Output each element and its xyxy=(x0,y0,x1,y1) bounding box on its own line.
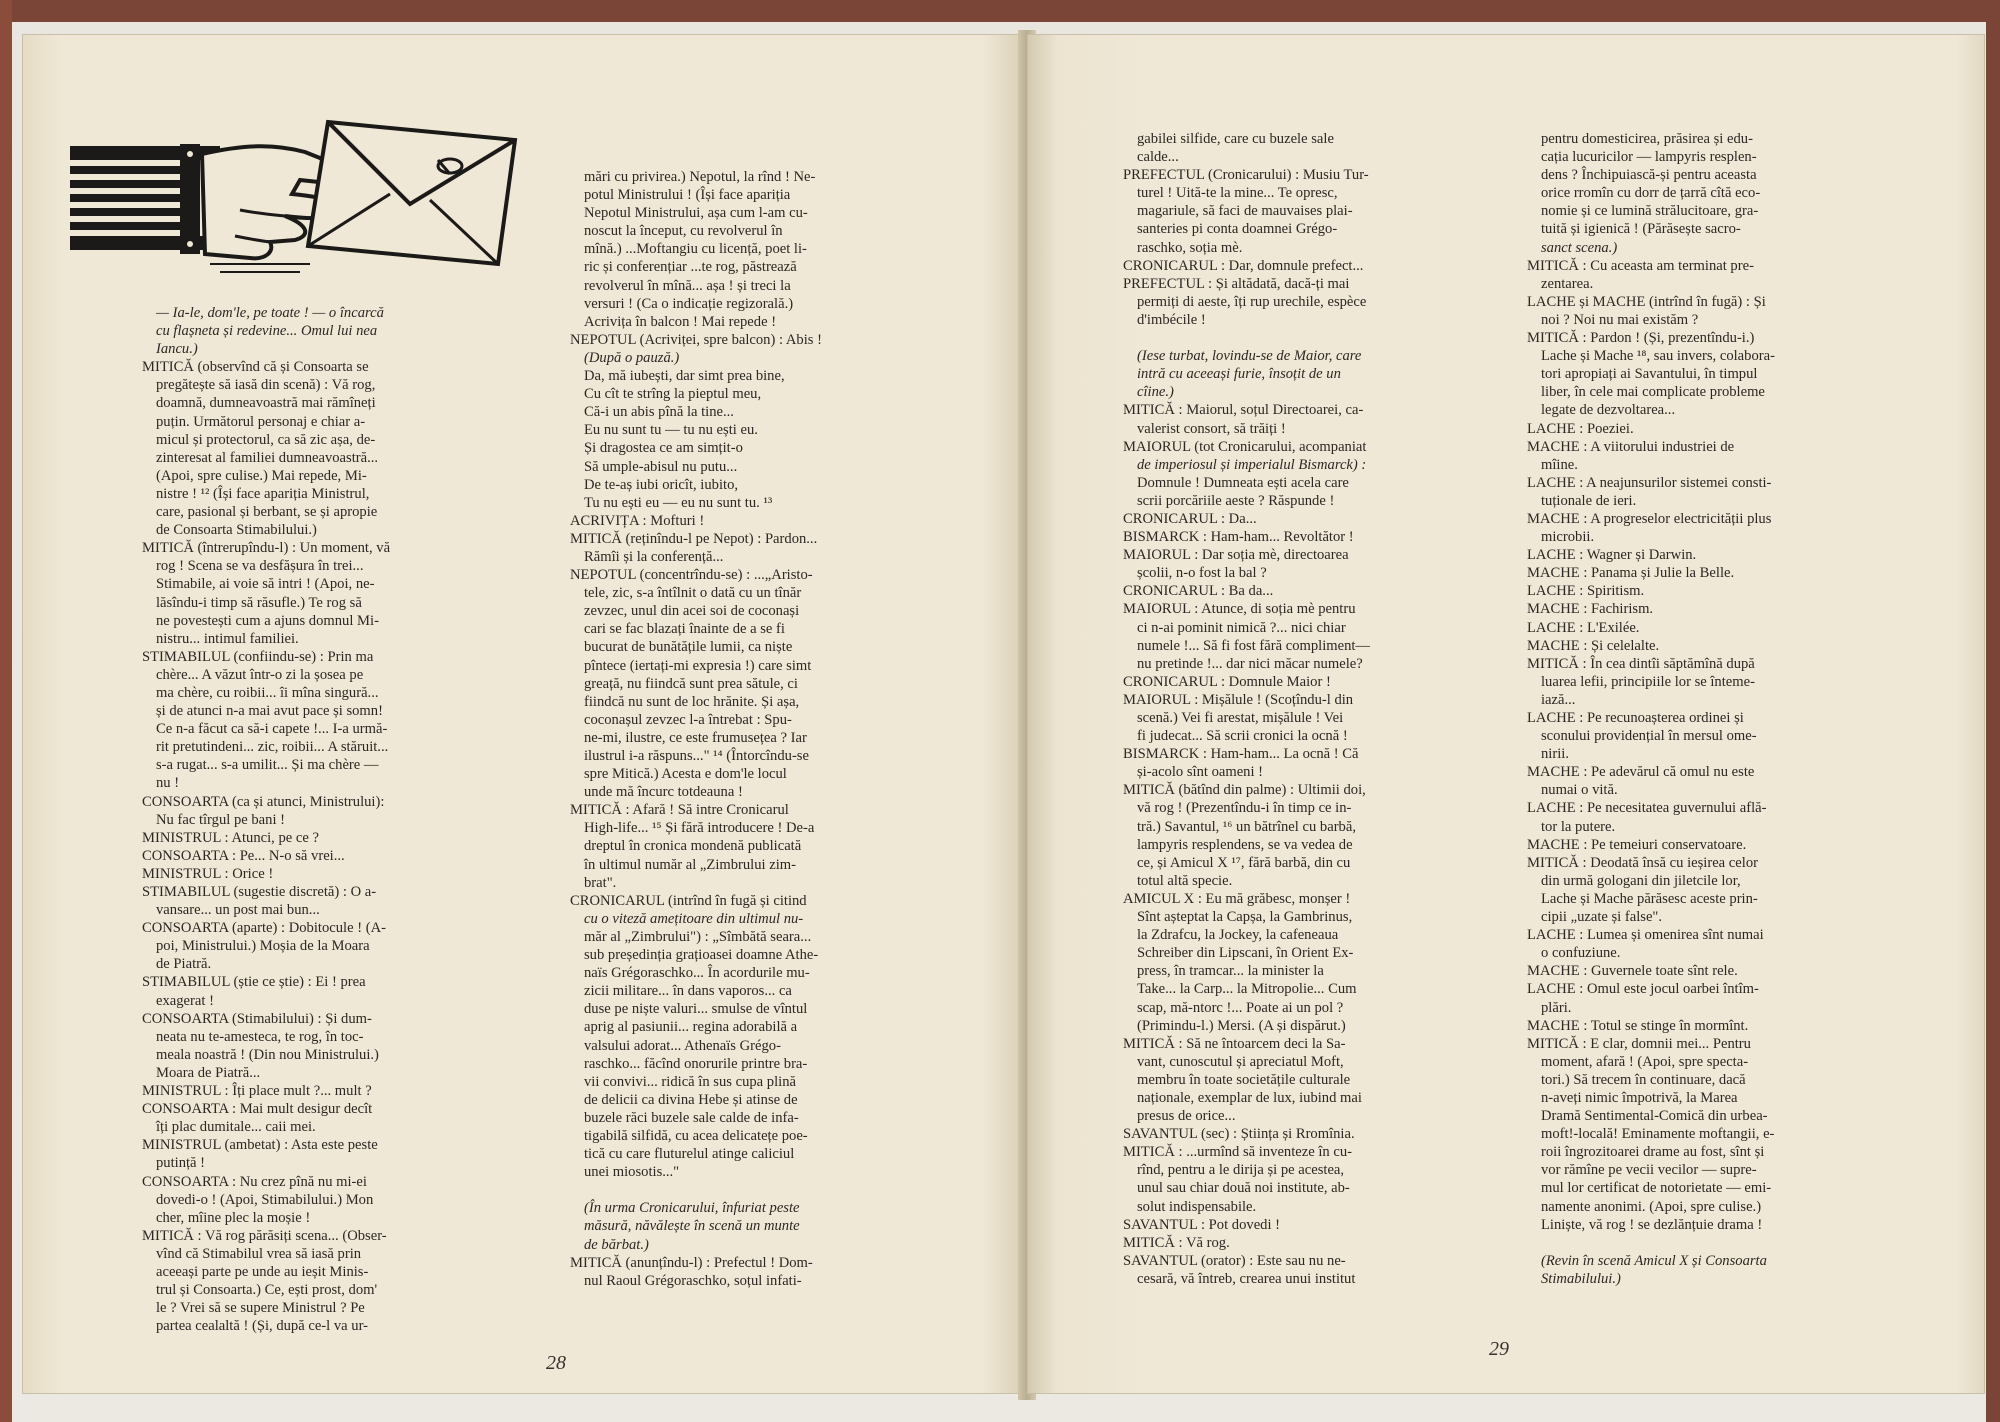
text-line: scap, mă-ntorc !... Poate ai un pol ? xyxy=(1137,999,1344,1016)
text-line: și de atunci n-a mai avut pace și somn! xyxy=(156,703,383,720)
text-line: Eu nu sunt tu — tu nu ești eu. xyxy=(584,422,758,439)
text-line: vii convivi... ridică în sus cupa plină xyxy=(584,1073,796,1090)
text-line: mîine. xyxy=(1541,456,1578,473)
text-line: scenă.) Vei fi arestat, mișălule ! Vei xyxy=(1137,710,1344,726)
text-line: Schreiber din Lipscani, în Orient Ex- xyxy=(1137,945,1354,962)
text-line: (Primindu-l.) Mersi. (A și dispărut.) xyxy=(1137,1017,1346,1034)
text-line: mînă.) ...Moftangiu cu licență, poet li- xyxy=(584,241,807,258)
text-line: trul și Consoarta.) Ce, ești prost, dom' xyxy=(156,1282,378,1299)
text-line: namente anonimi. (Apoi, spre culise.) xyxy=(1541,1198,1762,1215)
text-line: versuri ! (Ca o indicație regizorală.) xyxy=(584,295,794,312)
text-line: MACHE : Fachirism. xyxy=(1527,601,1654,618)
text-line: Dramă Sentimental-Comică din urbea- xyxy=(1541,1108,1768,1125)
text-line: mul lor certificat de notorietate — emi- xyxy=(1541,1180,1772,1197)
text-line: Acrivița în balcon ! Mai repede ! xyxy=(584,313,777,330)
text-line: MACHE : A progreselor electricității plus xyxy=(1527,510,1772,527)
text-line: MITICĂ : Vă rog. xyxy=(1123,1234,1230,1251)
text-line: BISMARCK : Ham-ham... Revoltător ! xyxy=(1123,529,1354,546)
text-line: tră.) Savantul, ¹⁶ un bătrînel cu barbă, xyxy=(1137,818,1356,835)
text-line: vant, cunoscutul și apreciatul Moft, xyxy=(1137,1053,1344,1070)
text-line: d'imbécile ! xyxy=(1137,311,1206,328)
text-line: SAVANTUL (sec) : Știința și Rromînia. xyxy=(1123,1126,1355,1143)
text-line: tele, zic, s-a întîlnit o dată cu un tînăr xyxy=(584,585,802,602)
text-line: și-acolo sînt oameni ! xyxy=(1137,764,1264,781)
text-line: nistru... intimul familiei. xyxy=(156,630,299,647)
text-line xyxy=(1123,329,1370,347)
hatching xyxy=(210,264,310,272)
text-line: n-aveți nimic împotrivă, la Marea xyxy=(1541,1089,1738,1106)
text-line: vă rog ! (Prezentîndu-i în timp ce in- xyxy=(1137,800,1352,817)
text-line: Nepotul Ministrului, așa cum l-am cu- xyxy=(584,205,808,222)
text-line: dreptul în cronica mondenă publicată xyxy=(584,838,802,855)
text-line: STIMABILUL (sugestie discretă) : O a- xyxy=(142,884,377,900)
text-line xyxy=(570,1181,822,1199)
text-line: rog ! Scena se va desfășura în trei... xyxy=(156,558,364,575)
text-line: tigabilă silfidă, cu acea delicatețe poe- xyxy=(584,1127,808,1144)
text-line: tuționale de ieri. xyxy=(1541,492,1637,509)
text-line: chère... A văzut într-o zi la șosea pe xyxy=(156,666,364,683)
text-line: ma chère, cu roibii... îi mîna singură... xyxy=(156,684,379,701)
text-line: BISMARCK : Ham-ham... La ocnă ! Că xyxy=(1123,746,1359,763)
text-line: Stimabile, ai voie să intri ! (Apoi, ne- xyxy=(156,576,375,593)
text-line: le ? Vrei să se supere Ministrul ? Pe xyxy=(156,1300,365,1317)
text-line: cipii „uzate și false". xyxy=(1541,909,1663,926)
text-line: calde... xyxy=(1137,149,1179,166)
text-line: MITICĂ : Afară ! Să intre Cronicarul xyxy=(570,802,789,819)
text-line: revolverul în mînă... așa ! și treci la xyxy=(584,277,791,294)
text-line: LACHE și MACHE (intrînd în fugă) : Și xyxy=(1527,293,1766,310)
text-line: MITICĂ : Deodată însă cu ieșirea celor xyxy=(1527,854,1758,871)
text-line: STIMABILUL (confiindu-se) : Prin ma xyxy=(142,648,374,665)
text-line: presus de orice... xyxy=(1137,1108,1236,1125)
text-line: potul Ministrului ! (Își face apariția xyxy=(584,187,791,204)
text-line: LACHE : Omul este jocul oarbei întîm- xyxy=(1527,981,1759,998)
text-line: din urmă gologani din jiletcile lor, xyxy=(1541,872,1741,889)
text-line: MITICĂ (observînd că și Consoarta se xyxy=(142,359,369,376)
text-line: liber, în cele mai complicate probleme xyxy=(1541,384,1765,401)
text-line: (În urma Cronicarului, înfuriat peste xyxy=(584,1200,800,1217)
text-line: CRONICARUL : Da... xyxy=(1123,510,1257,527)
text-line: ACRIVIȚA : Mofturi ! xyxy=(570,512,705,529)
text-line: meala noastră ! (Din nou Ministrului.) xyxy=(156,1046,379,1063)
text-line: zevzec, unul din acei soi de coconași xyxy=(584,603,800,620)
text-line: MAIORUL : Atunce, di soția mè pentru xyxy=(1123,601,1356,618)
text-line: pentru domesticirea, prăsirea și edu- xyxy=(1541,131,1753,147)
text-line: valsului adorat... Athenaïs Grégo- xyxy=(584,1037,781,1054)
text-line: SAVANTUL (orator) : Este sau nu ne- xyxy=(1123,1252,1346,1269)
text-line: MINISTRUL : Îți place mult ?... mult ? xyxy=(142,1083,372,1100)
text-line: MACHE : Și celelalte. xyxy=(1527,637,1660,654)
text-line: MITICĂ : Maiorul, soțul Directoarei, ca- xyxy=(1123,402,1364,419)
text-line: turel ! Uită-te la mine... Te opresc, xyxy=(1137,185,1338,202)
text-line: de bărbat.) xyxy=(584,1236,649,1253)
text-line: STIMABILUL (știe ce știe) : Ei ! prea xyxy=(142,974,366,991)
text-line: naționale, exemplar de lux, iubind mai xyxy=(1137,1089,1362,1106)
page-number: 29 xyxy=(1489,1338,1509,1360)
text-line: totul altă specie. xyxy=(1137,872,1233,889)
text-line: MACHE : Totul se stinge în mormînt. xyxy=(1527,1017,1749,1034)
text-line: la Zdrafcu, la Jockey, la cafeneaua xyxy=(1137,927,1339,944)
text-line: MITICĂ : Pardon ! (Și, prezentîndu-i.) xyxy=(1527,330,1755,347)
text-line: Rămîi și la conferență... xyxy=(584,548,724,565)
text-line: Domnule ! Dumneata ești acela care xyxy=(1137,474,1349,491)
text-line: Nu fac tîrgul pe bani ! xyxy=(156,811,286,828)
text-line: brat". xyxy=(584,874,617,891)
text-line: cari se fac blazați înainte de a se fi xyxy=(584,621,785,638)
text-line: nul Raoul Grégoraschko, soțul infati- xyxy=(584,1272,802,1289)
text-line: puțin. Următorul personaj e chiar a- xyxy=(156,413,366,430)
text-line: raschko... făcînd onorurile printre bra- xyxy=(584,1055,808,1072)
text-line: Cu cît te strîng la pieptul meu, xyxy=(584,386,762,403)
envelope-icon xyxy=(308,122,515,264)
text-line: neata nu te-amesteca, te rog, în toc- xyxy=(156,1028,364,1045)
text-line: de Consoarta Stimabilului.) xyxy=(156,522,317,539)
text-line: Take... la Carp... la Mitropolie... Cum xyxy=(1137,981,1357,998)
text-line: aceeași parte pe unde au ieșit Minis- xyxy=(156,1263,369,1280)
text-line: (Revin în scenă Amicul X și Consoarta xyxy=(1541,1252,1767,1269)
text-line: ne-mi, ilustre, ce este frumusețea ? Iar xyxy=(584,729,807,746)
text-line: putință ! xyxy=(156,1155,206,1172)
page-number: 28 xyxy=(546,1352,566,1374)
text-line: roii îngrozitoarei drame au fost, sînt și xyxy=(1541,1144,1765,1161)
text-line: LACHE : Pe necesitatea guvernului află- xyxy=(1527,800,1767,817)
text-line: îți plac dumitale... caii mei. xyxy=(156,1119,316,1136)
text-line: MITICĂ (reținîndu-l pe Nepot) : Pardon... xyxy=(570,530,818,547)
text-line: NEPOTUL (Acriviței, spre balcon) : Abis ! xyxy=(570,331,822,348)
right-page xyxy=(1027,34,1985,1394)
text-line: LACHE : Spiritism. xyxy=(1527,583,1645,600)
text-line: scrii porcăriile aeste ? Răspunde ! xyxy=(1137,492,1335,509)
text-line: zicii militare... în dans vaporos... ca xyxy=(584,983,792,1000)
text-line: Liniște, vă rog ! se dezlănțuie drama ! xyxy=(1541,1216,1763,1233)
text-line: (Apoi, spre culise.) Mai repede, Mi- xyxy=(156,467,367,484)
text-line: Iancu.) xyxy=(156,341,198,358)
text-line: lampyris resplendens, se va vedea de xyxy=(1137,836,1353,853)
text-line: MITICĂ : În cea dintîi săptămînă după xyxy=(1527,655,1755,672)
text-line: ci n-ai pominit nimică ?... nici chiar xyxy=(1137,619,1346,636)
text-line: legate de dezvoltarea... xyxy=(1541,402,1676,419)
text-line: noi ? Noi nu mai existăm ? xyxy=(1541,311,1699,328)
text-line: care, pasional și berbant, se și apropie xyxy=(156,504,378,521)
text-line: moft!-locală! Eminamente moftangii, e- xyxy=(1541,1126,1775,1143)
text-line: nomie și ce lumină strălucitoare, gra- xyxy=(1541,203,1759,220)
text-line: în ultimul număr al „Zimbrului zim- xyxy=(584,856,796,873)
text-line: (După o pauză.) xyxy=(584,349,680,366)
text-line: mări cu privirea.) Nepotul, la rînd ! Ne- xyxy=(584,169,816,185)
text-line: CRONICARUL (intrînd în fugă și citind xyxy=(570,892,807,909)
text-line: raschko, soția mè. xyxy=(1137,239,1243,256)
text-line: partea cealaltă ! (Și, după ce-l va ur- xyxy=(156,1318,369,1335)
text-line: noscut la început, cu revolverul în xyxy=(584,223,783,240)
text-line: rit pretutindeni... zic, roibii... A stăruit... xyxy=(156,739,389,756)
text-line: MAIORUL : Mișălule ! (Scoțîndu-l din xyxy=(1123,691,1354,708)
text-line: High-life... ¹⁵ Și fără introducere ! De-a xyxy=(584,820,815,837)
text-line: ric și conferențiar ...te rog, păstrează xyxy=(584,259,797,276)
text-line: LACHE : A neajunsurilor sistemei consti- xyxy=(1527,474,1772,491)
text-line: Să umple-abisul nu putu... xyxy=(584,458,738,475)
text-line: Moara de Piatră... xyxy=(156,1064,261,1081)
text-line: luarea lefii, principiile lor se înteme- xyxy=(1541,673,1755,690)
text-line: vor rămîne pe vecii vecilor — supre- xyxy=(1541,1162,1757,1179)
text-line: dens ? Închipuiască-și pentru aceasta xyxy=(1541,167,1757,184)
text-line: pregătește să iasă din scenă) : Vă rog, xyxy=(156,377,376,394)
text-line: press, în tramcar... la minister la xyxy=(1137,963,1324,980)
text-line: MITICĂ : ...urmînd să inventeze în cu- xyxy=(1123,1144,1352,1161)
text-line: Că-i un abis pînă la tine... xyxy=(584,404,734,421)
text-line: MITICĂ : Cu aceasta am terminat pre- xyxy=(1527,257,1754,274)
text-line: AMICUL X : Eu mă grăbesc, monșer ! xyxy=(1123,890,1351,907)
text-line: MINISTRUL (ambetat) : Asta este peste xyxy=(142,1137,378,1154)
left-page xyxy=(22,34,1027,1394)
text-line: coconașul zevzec l-a întrebat : Spu- xyxy=(584,711,792,728)
text-line: nirii. xyxy=(1541,746,1569,763)
text-line: MITICĂ : Vă rog părăsiți scena... (Obser- xyxy=(142,1227,387,1244)
text-line: MACHE : Guvernele toate sînt rele. xyxy=(1527,963,1738,980)
text-line: unei miosotis..." xyxy=(584,1164,680,1181)
text-line: solut indispensabile. xyxy=(1137,1198,1257,1215)
text-line: cesară, vă întreb, crearea unui institut xyxy=(1137,1270,1356,1287)
text-line: numele !... Să fi fost fără compliment— xyxy=(1137,637,1371,654)
text-line: tor la putere. xyxy=(1541,818,1616,835)
text-line: școlii, n-o fost la bal ? xyxy=(1137,565,1267,582)
text-line: MACHE : Pe adevărul că omul nu este xyxy=(1527,764,1755,781)
text-line: ce, și Amicul X ¹⁷, fără barbă, din cu xyxy=(1137,854,1351,871)
text-line: MINISTRUL : Orice ! xyxy=(142,865,274,882)
text-line: de delicii ca divina Hebe și atinse de xyxy=(584,1091,798,1108)
text-line: pîntece (iertați-mi expresia !) care simt xyxy=(584,657,812,674)
text-line: micul și protectorul, ca să zic așa, de- xyxy=(156,431,376,448)
text-line: tuită și igienică ! (Părăsește sacro- xyxy=(1541,221,1741,238)
text-line: CONSOARTA : Pe... N-o să vrei... xyxy=(142,847,345,864)
text-line: nu pretinde !... dar nici măcar numele? xyxy=(1137,655,1363,672)
text-line: Lache și Mache ¹⁸, sau invers, colabora- xyxy=(1541,348,1775,365)
text-line: măsură, năvălește în scenă un munte xyxy=(584,1218,800,1235)
text-line: CONSOARTA : Mai mult desigur decît xyxy=(142,1101,373,1118)
text-line: LACHE : Wagner și Darwin. xyxy=(1527,547,1697,564)
text-line: măr al „Zimbrului") : „Sîmbătă seara... xyxy=(584,928,812,945)
text-line: NEPOTUL (concentrîndu-se) : ...„Aristo- xyxy=(570,567,813,584)
text-line: fi judecat... Să scrii cronici la ocnă ! xyxy=(1137,728,1348,745)
text-line: o confuziune. xyxy=(1541,945,1621,962)
text-line: De te-aș iubi oricît, iubito, xyxy=(584,476,739,493)
text-line: spre Mitică.) Acesta e dom'le locul xyxy=(584,766,787,783)
text-line: unul sau chiar două noi institute, ab- xyxy=(1137,1180,1350,1197)
text-line: numai o vită. xyxy=(1541,782,1618,799)
text-line: Lache și Mache părăsesc aceste prin- xyxy=(1541,890,1758,907)
text-line: orice rromîn cu dorr de țarră cîtă eco- xyxy=(1541,185,1761,202)
text-line: CRONICARUL : Domnule Maior ! xyxy=(1123,673,1331,690)
text-line: duse pe niște valuri... smulse de vîntul xyxy=(584,1001,808,1018)
text-line: sanct scena.) xyxy=(1541,239,1618,256)
text-line: magariule, să faci de mauvaises plai- xyxy=(1137,203,1353,220)
book-cover-right xyxy=(1986,0,2000,1422)
text-line: gabilei silfide, care cu buzele sale xyxy=(1137,131,1334,147)
text-line: permiți di aeste, îți rup urechile, espèce xyxy=(1137,293,1367,310)
text-line: tori.) Să trecem în continuare, dacă xyxy=(1541,1071,1746,1088)
text-line: vînd că Stimabilul vrea să iasă prin xyxy=(156,1245,362,1262)
text-line: zinteresat al familiei dumneavoastră... xyxy=(156,449,379,466)
text-line: Sînt așteptat la Capșa, la Gambrinus, xyxy=(1137,909,1353,926)
text-line: Ce n-a făcut ca să-i capete !... I-a urmă- xyxy=(156,721,388,738)
text-line: buzele răci buzele sale calde de infa- xyxy=(584,1109,799,1126)
text-line: MITICĂ (bătînd din palme) : Ultimii doi, xyxy=(1123,782,1366,799)
text-line: s-a rugat... s-a umilit... Și ma chère — xyxy=(156,757,379,774)
text-line: (Iese turbat, lovindu-se de Maior, care xyxy=(1137,348,1362,365)
text-line: ilustrul i-a răspuns..." ¹⁴ (Întorcîndu-se xyxy=(584,748,809,764)
text-line: unde mă încurc totdeauna ! xyxy=(584,784,743,801)
text-line: cu flașneta și redevine... Omul lui nea xyxy=(156,323,378,340)
text-line: CRONICARUL : Dar, domnule prefect... xyxy=(1123,257,1364,274)
text-line: cu o viteză amețitoare din ultimul nu- xyxy=(584,910,804,927)
right-column-1 xyxy=(1123,130,1370,1288)
text-line: dovedi-o ! (Apoi, Stimabilului.) Mon xyxy=(156,1191,374,1208)
text-line: MACHE : Panama și Julie la Belle. xyxy=(1527,565,1735,582)
text-line: naïs Grégoraschko... În acordurile mu- xyxy=(584,965,810,982)
text-line: MACHE : Pe temeiuri conservatoare. xyxy=(1527,836,1747,853)
text-line: Și dragostea ce am simțit-o xyxy=(584,440,743,457)
text-line: zentarea. xyxy=(1541,275,1594,292)
text-line: microbii. xyxy=(1541,529,1595,546)
text-line: LACHE : L'Exilée. xyxy=(1527,619,1640,636)
text-line: MITICĂ (întrerupîndu-l) : Un moment, vă xyxy=(142,540,391,557)
text-line: CONSOARTA (aparte) : Dobitocule ! (A- xyxy=(142,920,386,937)
text-line: de imperiosul și imperialul Bismarck) : xyxy=(1137,456,1367,473)
text-line: Da, mă iubești, dar simt prea bine, xyxy=(584,368,785,385)
text-line: lăsîndu-i timp să răsufle.) Te rog să xyxy=(156,594,362,611)
hand-letter-illustration xyxy=(70,114,540,284)
text-line: Stimabilului.) xyxy=(1541,1270,1621,1287)
text-line: LACHE : Poeziei. xyxy=(1527,420,1634,437)
text-line: MITICĂ : Să ne întoarcem deci la Sa- xyxy=(1123,1035,1346,1052)
text-line: cîine.) xyxy=(1137,384,1174,401)
text-line: CONSOARTA (ca și atunci, Ministrului): xyxy=(142,793,385,810)
text-line: cația lucuricilor — lampyris resplen- xyxy=(1541,149,1757,166)
text-line: MAIORUL (tot Cronicarului, acompaniat xyxy=(1123,438,1367,455)
text-line: sub președinția grațioasei doamne Athe- xyxy=(584,947,819,964)
right-column-2 xyxy=(1527,130,1775,1288)
text-line: de Piatră. xyxy=(156,956,212,973)
text-line: MAIORUL : Dar soția mè, directoarea xyxy=(1123,547,1349,564)
text-line: CONSOARTA (Stimabilului) : Și dum- xyxy=(142,1010,372,1027)
text-line: tori apropiați ai Savantului, în timpul xyxy=(1541,366,1758,383)
text-line: doamnă, dumneavoastră mai rămîneți xyxy=(156,395,376,412)
text-line: LACHE : Pe recunoașterea ordinei și xyxy=(1527,710,1744,726)
text-line: LACHE : Lumea și omenirea sînt numai xyxy=(1527,927,1764,944)
text-line: nistre ! ¹² (Își face apariția Ministrul, xyxy=(156,485,370,502)
left-column-1 xyxy=(142,304,390,1335)
text-line: MITICĂ (anunțîndu-l) : Prefectul ! Dom- xyxy=(570,1254,813,1271)
text-line: cher, mîine plec la moșie ! xyxy=(156,1209,311,1226)
text-line: membru în toate societățile culturale xyxy=(1137,1071,1351,1088)
left-column-2 xyxy=(570,168,822,1290)
text-line: aprig al pasiunii... regina adorabilă a xyxy=(584,1019,798,1036)
text-line: MINISTRUL : Atunci, pe ce ? xyxy=(142,829,319,846)
text-line: nu ! xyxy=(156,775,180,792)
text-line: rînd, pentru a le dirija și pe acestea, xyxy=(1137,1162,1345,1179)
text-line: sconului providențial în mersul ome- xyxy=(1541,728,1757,745)
text-line: — Ia-le, dom'le, pe toate ! — o încarcă xyxy=(156,305,384,321)
text-line: poi, Ministrului.) Moșia de la Moara xyxy=(156,938,370,955)
text-line: tică cu care fluturelul atinge caliciul xyxy=(584,1146,795,1163)
text-line: greață, nu fiindcă sunt prea sătule, ci xyxy=(584,675,798,692)
text-line: vansare... un post mai bun... xyxy=(156,902,320,919)
text-line: plări. xyxy=(1541,999,1572,1016)
text-line: CRONICARUL : Ba da... xyxy=(1123,583,1274,600)
text-line: bucurat de bunătățile lumii, ca niște xyxy=(584,639,793,656)
text-line: moment, afară ! (Apoi, spre specta- xyxy=(1541,1053,1749,1070)
text-line: santeries pi conta doamnei Grégo- xyxy=(1137,221,1338,238)
text-line: Tu nu ești eu — eu nu sunt tu. ¹³ xyxy=(584,494,773,511)
text-line: MACHE : A viitorului industriei de xyxy=(1527,438,1735,455)
text-line: PREFECTUL (Cronicarului) : Musiu Tur- xyxy=(1123,167,1369,184)
text-line: fiindcă nu sunt de loc hrănite. Și așa, xyxy=(584,693,800,710)
book-cover-top xyxy=(0,0,2000,22)
text-line: MITICĂ : E clar, domnii mei... Pentru xyxy=(1527,1035,1751,1052)
text-line: valerist consort, să trăiți ! xyxy=(1137,420,1286,437)
text-line: iază... xyxy=(1541,691,1576,708)
text-line: intră cu aceeași furie, însoțit de un xyxy=(1137,366,1341,383)
text-line: exagerat ! xyxy=(156,992,214,1009)
text-line xyxy=(1527,1234,1775,1252)
text-line: PREFECTUL : Și altădată, dacă-ți mai xyxy=(1123,275,1350,292)
book-cover-left xyxy=(0,0,12,1422)
text-line: CONSOARTA : Nu crez pînă nu mi-ei xyxy=(142,1173,367,1190)
text-line: SAVANTUL : Pot dovedi ! xyxy=(1123,1216,1281,1233)
text-line: ne povestești cum a ajuns domnul Mi- xyxy=(156,612,379,629)
